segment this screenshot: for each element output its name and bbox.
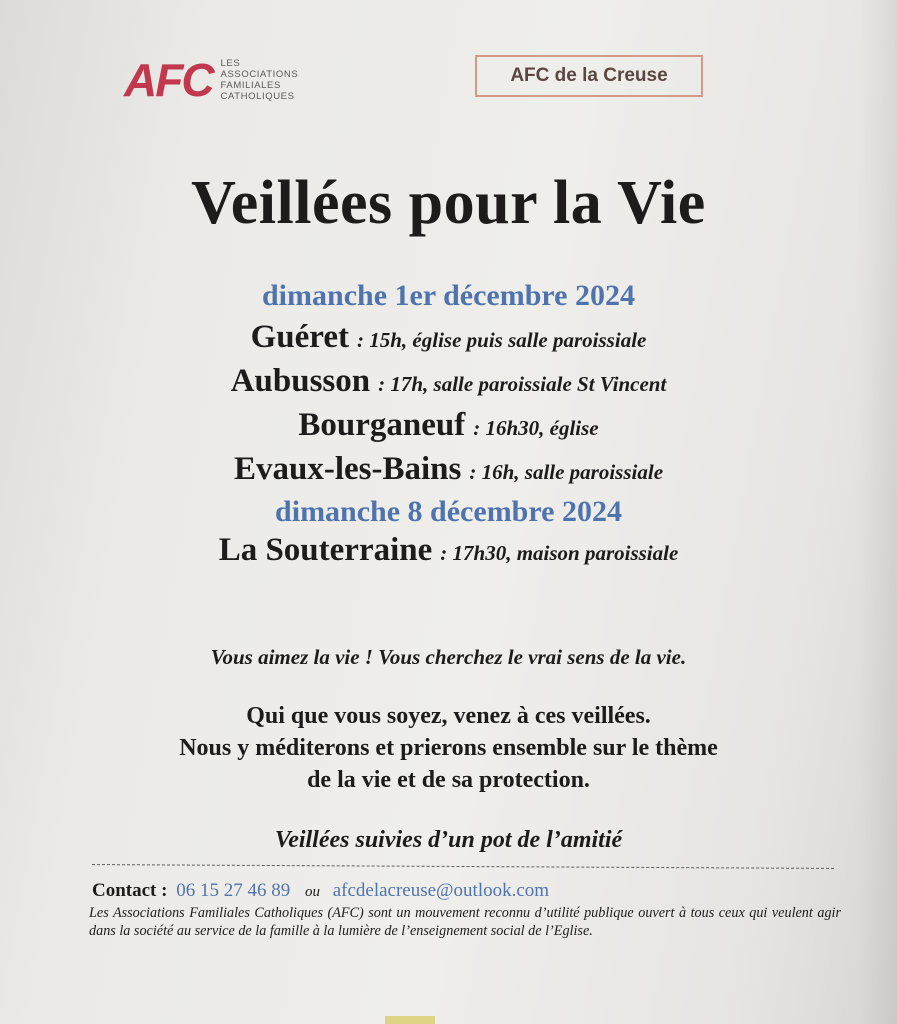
date-heading-1: dimanche 1er décembre 2024 bbox=[262, 279, 635, 312]
dashed-divider bbox=[92, 864, 834, 869]
date-heading-2: dimanche 8 décembre 2024 bbox=[275, 495, 622, 528]
contact-label: Contact : bbox=[92, 880, 168, 901]
logo-mark: AFC bbox=[124, 54, 213, 106]
event-city: Guéret bbox=[250, 319, 349, 355]
event-city: La Souterraine bbox=[218, 532, 433, 568]
event-city: Evaux-les-Bains bbox=[233, 451, 462, 487]
event-city: Aubusson bbox=[230, 363, 371, 399]
event-detail: : 17h, salle paroissiale St Vincent bbox=[378, 372, 667, 396]
page-title: Veillées pour la Vie bbox=[191, 169, 706, 237]
invitation-line: Qui que vous soyez, venez à ces veillées. bbox=[246, 703, 651, 729]
invitation-line: Nous y méditerons et prierons ensemble sur le thème bbox=[179, 735, 718, 761]
event-evaux bbox=[0, 450, 897, 488]
invitation-text bbox=[0, 700, 897, 796]
logo-text-line: FAMILIALES bbox=[220, 80, 281, 91]
logo-text-line: CATHOLIQUES bbox=[220, 91, 295, 102]
contact-separator: ou bbox=[304, 884, 320, 900]
event-aubusson bbox=[0, 362, 897, 400]
contact-line bbox=[92, 879, 549, 904]
invitation-line: de la vie et de sa protection. bbox=[307, 767, 590, 793]
tagline: Vous aimez la vie ! Vous cherchez le vrai sens de la vie. bbox=[210, 645, 687, 669]
event-detail: : 16h, salle paroissiale bbox=[469, 460, 664, 484]
logo-text-line: LES bbox=[220, 58, 241, 69]
event-detail: : 15h, église puis salle paroissiale bbox=[357, 328, 647, 352]
tape-strip bbox=[385, 1016, 435, 1024]
event-detail: : 16h30, église bbox=[473, 416, 599, 440]
event-detail: : 17h30, maison paroissiale bbox=[440, 541, 679, 565]
contact-phone[interactable]: 06 15 27 46 89 bbox=[176, 880, 291, 901]
event-la-souterraine bbox=[0, 531, 897, 569]
contact-email[interactable]: afcdelacreuse@outlook.com bbox=[332, 880, 550, 901]
event-city: Bourganeuf bbox=[298, 407, 466, 443]
logo-text bbox=[221, 58, 299, 102]
event-bourganeuf bbox=[0, 406, 897, 444]
afc-logo bbox=[124, 56, 298, 104]
event-gueret bbox=[0, 318, 897, 356]
about-text: Les Associations Familiales Catholiques (AFC) sont un mouvement reconnu d’utilité publique ouvert à tous ceux qui veulent agir dans la société au service de la famille à la lumière de l’enseignement social de l’Eglise. bbox=[89, 905, 841, 939]
closing-note: Veillées suivies d’un pot de l’amitié bbox=[274, 827, 623, 853]
logo-text-line: ASSOCIATIONS bbox=[220, 69, 299, 80]
chapter-badge: AFC de la Creuse bbox=[475, 55, 703, 97]
